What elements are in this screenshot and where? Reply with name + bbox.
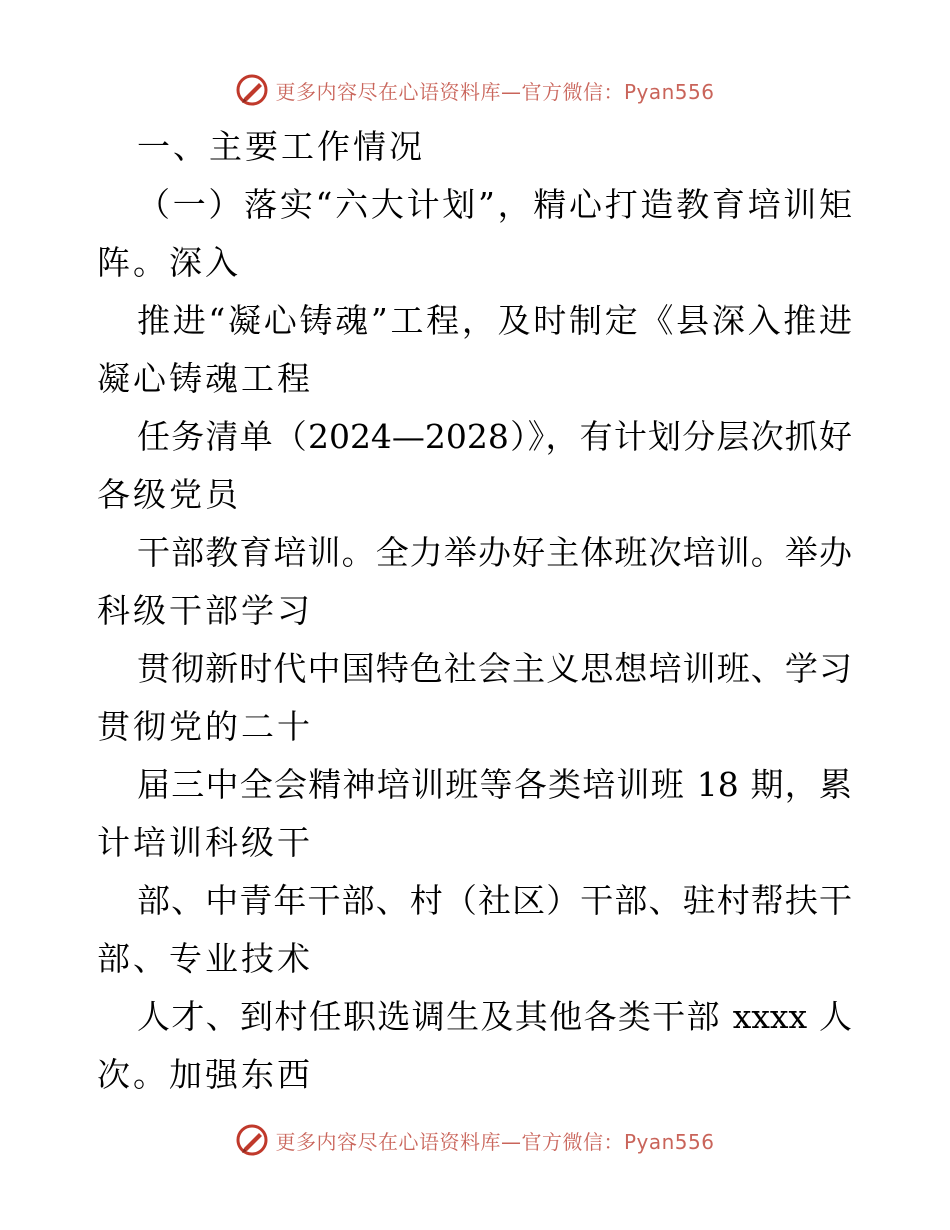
footer-watermark-text: 更多内容尽在心语资料库—官方微信：Pyan556 — [275, 1129, 715, 1154]
paragraph-line: 贯彻党的二十 — [97, 707, 313, 746]
footer-watermark — [0, 1120, 950, 1160]
paragraph-line: 各级党员 — [97, 475, 241, 514]
paragraph-line: 部、中青年干部、村（社区）干部、驻村帮扶干 — [137, 881, 852, 920]
paragraph-line: 届三中全会精神培训班等各类培训班 18 期，累 — [137, 765, 852, 804]
section-heading: 一、主要工作情况 — [137, 127, 425, 166]
pen-circle-logo-icon — [235, 73, 269, 107]
paragraph-line: 阵。深入 — [97, 243, 241, 282]
paragraph-line: 推进“凝心铸魂”工程，及时制定《县深入推进 — [137, 301, 852, 340]
document-body — [97, 118, 852, 1104]
paragraph-line: 干部教育培训。全力举办好主体班次培训。举办 — [137, 533, 852, 572]
paragraph-line: 部、专业技术 — [97, 939, 313, 978]
paragraph-line: 科级干部学习 — [97, 591, 313, 630]
paragraph-line: 凝心铸魂工程 — [97, 359, 313, 398]
header-watermark-text: 更多内容尽在心语资料库—官方微信：Pyan556 — [275, 79, 715, 104]
pen-circle-logo-icon — [235, 1123, 269, 1157]
paragraph-line: 计培训科级干 — [97, 823, 313, 862]
paragraph-line: 次。加强东西 — [97, 1055, 313, 1094]
paragraph-line: （一）落实“六大计划”，精心打造教育培训矩 — [137, 185, 852, 224]
paragraph-line: 贯彻新时代中国特色社会主义思想培训班、学习 — [137, 649, 852, 688]
paragraph-line: 任务清单（2024—2028）》，有计划分层次抓好 — [137, 417, 852, 456]
paragraph-line: 人才、到村任职选调生及其他各类干部 xxxx 人 — [137, 997, 852, 1036]
header-watermark — [0, 70, 950, 110]
